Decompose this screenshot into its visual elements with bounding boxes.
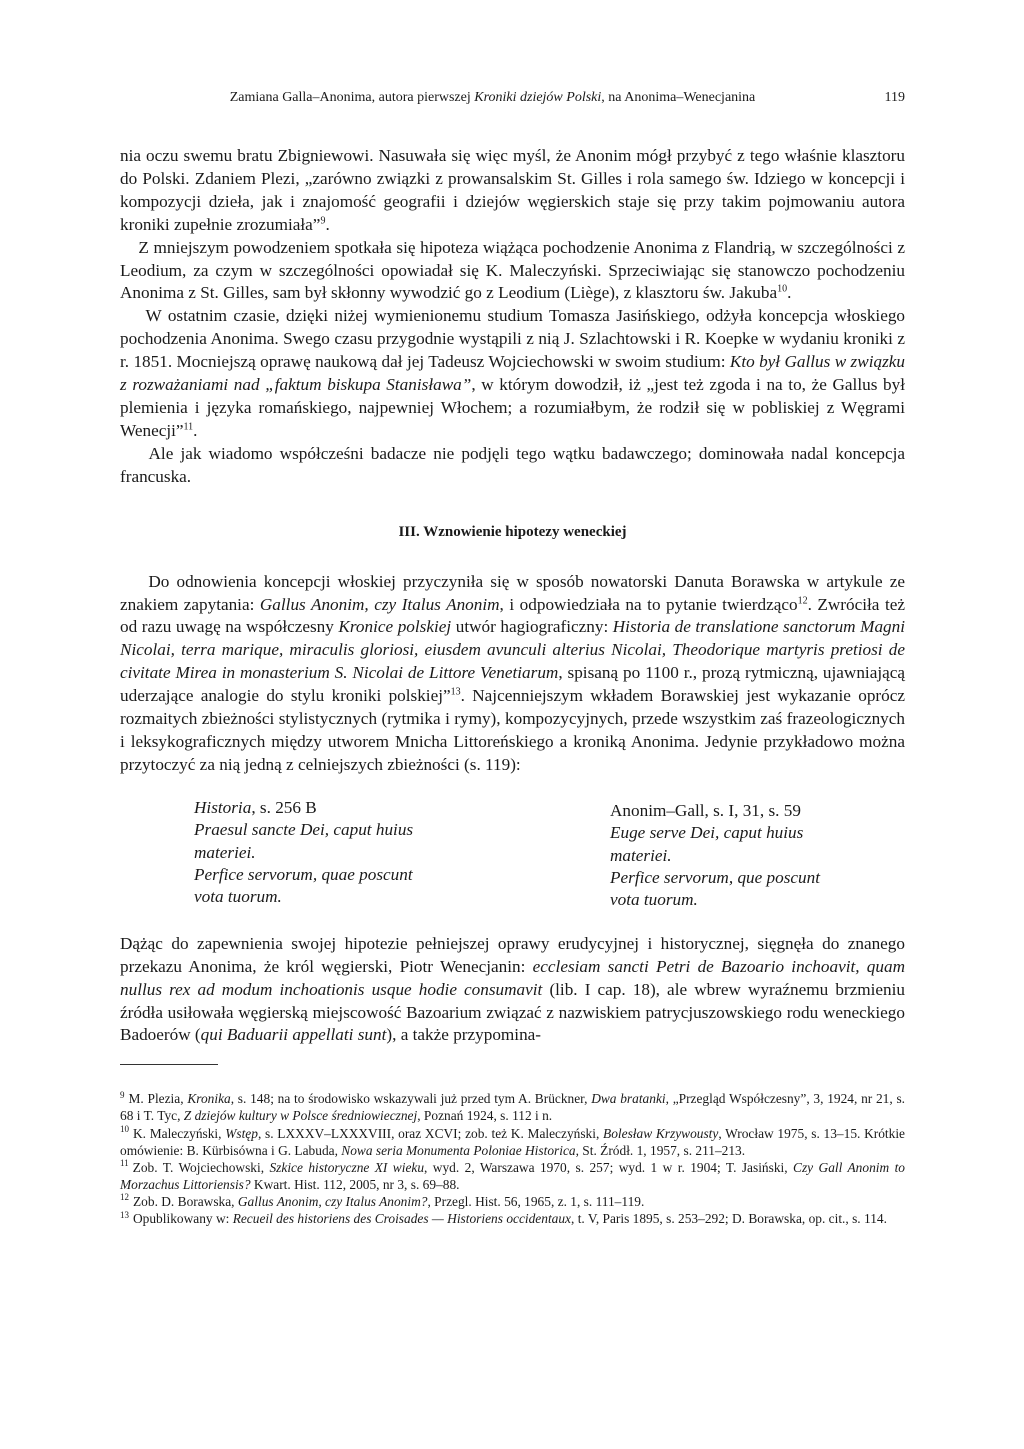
footnote-12: $^{12}$ Zob. D. Borawska, Gallus Anonim, czy Italus Anonim?, Przegl. Hist. 56, 1965, z. 1, s. 111–119. bbox=[120, 1192, 645, 1209]
footnote-ref-12[interactable]: 12 bbox=[797, 594, 808, 606]
paragraph-1: nia oczu swemu bratu Zbigniewowi. Nasuwała się więc myśl, że Anonim mógł przybyć z tego właśnie klasztoru do Polski. Zdaniem Plezi, „zarówno związki z prowansalskim St. Gilles i rola samego św. Idziego w koncepcji i kompozycji dzieła, jak i znajomość geografii i dziejów węgierskich staje się przy takim pojmowaniu autora kroniki zupełnie zrozumiała”$^9$. bbox=[120, 146, 905, 234]
paragraph-4: Ale jak wiadomo współcześni badacze nie podjęli tego wątku badawczego; dominowała nadal koncepcja francuska. bbox=[120, 443, 905, 486]
paragraph-2: Z mniejszym powodzeniem spotkała się hipoteza wiążąca pochodzenie Anonima z Flandrią, w szczególności z Leodium, za czym w szczególności opowiadał się K. Maleczyński. Sprzeciwiając się stanowczo pochodzeniu Anonima z St. Gilles, sam był skłonny wywodzić go z Leodium (Liège), z klasztoru św. Jakuba$^{10}$. bbox=[120, 237, 906, 303]
footnote-ref-9[interactable]: 9 bbox=[320, 214, 326, 226]
section-heading: III. Wznowienie hipotezy weneckiej bbox=[398, 523, 627, 540]
footnote-11: $^{11}$ Zob. T. Wojciechowski, Szkice historyczne XI wieku, wyd. 2, Warszawa 1970, s. 257; wyd. 1 w r. 1904; T. Jasiński, Czy Gall Anonim to Morzachus Littoriensis? Kwart. Hist. 112, 2005, nr 3, s. 69–88. bbox=[120, 1158, 905, 1192]
quote-reference: Historia, s. 256 B bbox=[194, 797, 317, 817]
footnote-ref-13[interactable]: 13 bbox=[450, 686, 461, 698]
footnotes bbox=[120, 1090, 905, 1227]
page-number: 119 bbox=[884, 90, 905, 105]
header-title: Zamiana Galla–Anonima, autora pierwszej Kroniki dziejów Polski, na Anonima–Wenecjanina bbox=[229, 90, 756, 105]
quote-line: Perfice servorum, que poscunt bbox=[610, 867, 821, 887]
quote-line: vota tuorum. bbox=[194, 887, 282, 907]
quote-line: vota tuorum. bbox=[610, 890, 698, 910]
quote-reference: Anonim–Gall, s. I, 31, s. 59 bbox=[610, 800, 801, 820]
quote-column-historia bbox=[194, 797, 534, 912]
paragraph-5: Do odnowienia koncepcji włoskiej przyczyniła się w sposób nowatorski Danuta Borawska w artykule ze znakiem zapytania: Gallus Anonim, czy Italus Anonim, i odpowiedziała na to pytanie twierdząco$^{12}$. Zwróciła też od razu uwagę na współczesny Kronice polskiej utwór hagiograficzny: Historia de translatione sanctorum Magni Nicolai, terra marique, miraculis gloriosi, eiusdem avunculi alterius Nicolai, Theodorique martyris pretiosi de civitate Mirea in monasterium S. Nicolai de Littore Venetiarum, spisaną po 1100 r., prozą rytmiczną, ujawniającą uderzające analogie do stylu kroniki polskiej”$^{13}$. Najcenniejszym wkładem Borawskiej jest wykazanie oprócz rozmaitych zbieżności stylistycznych (rytmika i rymy), kompozycyjnych, przede wszystkim zaś frazeologicznych i leksykograficznych między utworem Mnicha Littoreńskiego a kroniką Anonima. Jedynie przykładowo można przytoczyć za nią jedną z celniejszych zbieżności (s. 119): bbox=[120, 571, 906, 774]
paragraph-3: W ostatnim czasie, dzięki niżej wymienionemu studium Tomasza Jasińskiego, odżyła koncepcja włoskiego pochodzenia Anonima. Swego czasu przygodnie wystąpili z nią J. Szlachtowski i R. Koepke w wydaniu kroniki z r. 1851. Mocniejszą oprawę naukową dał jej Tadeusz Wojciechowski w swoim studium: Kto był Gallus w związku z rozważaniami nad „faktum biskupa Stanisława”, w którym dowodził, iż „jest też zgoda i na to, że Gallus był plemienia i języka romańskiego, najpewniej Włochem; a rozumiałbym, że rodził się w pobliskiej z Węgrami Wenecji”$^{11}$. bbox=[120, 306, 906, 440]
main-text bbox=[120, 145, 905, 1047]
footnote-ref-11[interactable]: 11 bbox=[183, 421, 194, 433]
quote-column-anonim bbox=[610, 797, 905, 912]
paragraph-6: Dążąc do zapewnienia swojej hipotezie pełniejszej oprawy erudycyjnej i historycznej, sięgnęła do znanego przekazu Anonima, że król węgierski, Piotr Wenecjanin: ecclesiam sancti Petri de Bazoario inchoavit, quam nullus rex ad modum inchoationis usque hodie consumavit (lib. I cap. 18), ale wbrew wyraźnemu brzmieniu źródła usiłowała węgierską miejscowość Bazoarium związać z nazwiskiem patrycjuszowskiego rodu weneckiego Badoerów (qui Baduarii appellati sunt), a także przypomina- bbox=[120, 933, 906, 1045]
running-header bbox=[120, 88, 905, 108]
footnote-separator bbox=[120, 1064, 218, 1065]
footnote-10: $^{10}$ K. Maleczyński, Wstęp, s. LXXXV–LXXXVIII, oraz XCVI; zob. też K. Maleczyński, Bolesław Krzywousty, Wrocław 1975, s. 13–15. Krótkie omówienie: B. Kürbisówna i G. Labuda, Nowa seria Monumenta Poloniae Historica, St. Źródł. 1, 1957, s. 211–213. bbox=[120, 1124, 905, 1158]
footnote-13: $^{13}$ Opublikowany w: Recueil des historiens des Croisades — Historiens occidentaux, t. V, Paris 1895, s. 253–292; D. Borawska, op. cit., s. 114. bbox=[120, 1209, 887, 1226]
quote-line: Perfice servorum, quae poscunt bbox=[194, 864, 413, 884]
footnote-ref-10[interactable]: 10 bbox=[777, 283, 788, 295]
quote-line: materiei. bbox=[194, 842, 256, 862]
quote-line: Euge serve Dei, caput huius bbox=[610, 823, 804, 843]
quote-line: Praesul sancte Dei, caput huius bbox=[194, 820, 414, 840]
footnote-9: $^9$ M. Plezia, Kronika, s. 148; na to środowisko wskazywali już przed tym A. Brückner, Dwa bratanki, „Przegląd Współczesny”, 3, 1924, nr 21, s. 68 i T. Tyc, Z dziejów kultury w Polsce średniowiecznej, Poznań 1924, s. 112 i n. bbox=[120, 1089, 906, 1124]
page bbox=[120, 88, 905, 1227]
quote-line: materiei. bbox=[610, 845, 672, 865]
quote-comparison bbox=[120, 797, 905, 912]
